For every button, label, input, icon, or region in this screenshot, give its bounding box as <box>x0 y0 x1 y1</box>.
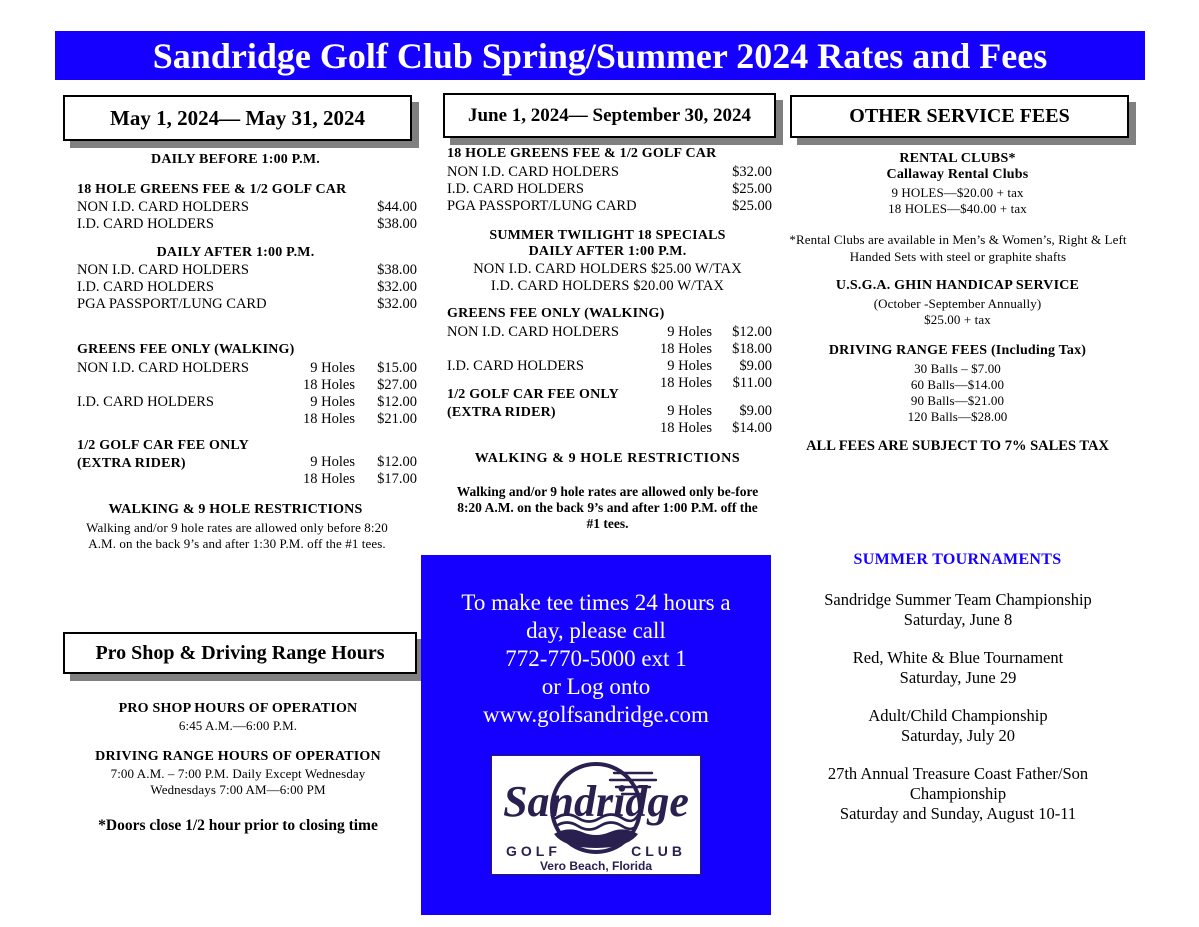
june-twilight-title-1: SUMMER TWILIGHT 18 SPECIALS <box>489 228 726 243</box>
driving-range-fee-row: 90 Balls—$21.00 <box>910 393 1005 408</box>
fee-label: NON I.D. CARD HOLDERS <box>447 324 619 340</box>
fee-label: I.D. CARD HOLDERS <box>447 358 584 374</box>
fee-row <box>77 360 417 377</box>
may-daily-after-title: DAILY AFTER 1:00 P.M. <box>156 245 315 260</box>
may-greens-only-title: GREENS FEE ONLY (WALKING) <box>77 342 295 357</box>
june-twilight-line-2: I.D. CARD HOLDERS $20.00 W/TAX <box>490 278 725 294</box>
tournament-item <box>788 764 1128 824</box>
fee-row <box>77 454 417 471</box>
fee-label: PGA PASSPORT/LUNG CARD <box>447 198 637 214</box>
ghin-title: U.S.G.A. GHIN HANDICAP SERVICE <box>835 278 1080 293</box>
tee-times-panel <box>421 555 771 915</box>
fee-holes: 9 Holes <box>310 394 355 410</box>
fee-label: NON I.D. CARD HOLDERS <box>447 164 619 180</box>
fee-price: $21.00 <box>377 411 417 427</box>
tournament-name: Sandridge Summer Team Championship <box>824 590 1092 609</box>
fee-row <box>447 164 772 181</box>
fee-price: $12.00 <box>377 454 417 470</box>
tee-times-line-2: day, please call <box>526 618 666 643</box>
fee-holes: 18 Holes <box>303 411 355 427</box>
fee-row <box>447 198 772 215</box>
may-greens-rows <box>77 360 417 428</box>
june-greens-rows <box>447 324 772 392</box>
fee-row <box>447 181 772 198</box>
fee-price: $15.00 <box>377 360 417 376</box>
ghin-price: $25.00 + tax <box>924 312 991 327</box>
fee-row <box>447 358 772 375</box>
fee-row <box>77 296 417 313</box>
svg-text:Vero Beach, Florida: Vero Beach, Florida <box>539 859 653 873</box>
fee-row <box>77 262 417 279</box>
fee-row <box>447 420 772 437</box>
svg-text:CLUB: CLUB <box>631 843 686 859</box>
tee-times-line-1: To make tee times 24 hours a <box>461 590 731 615</box>
sandridge-logo <box>491 755 701 875</box>
fee-price: $44.00 <box>377 199 417 215</box>
fee-price: $12.00 <box>377 394 417 410</box>
fee-price: $18.00 <box>732 341 772 357</box>
fee-holes: 18 Holes <box>660 375 712 391</box>
tee-times-line-4: or Log onto <box>541 674 651 699</box>
rental-clubs-18-holes: 18 HOLES—$40.00 + tax <box>888 201 1027 216</box>
driving-range-fee-row: 60 Balls—$14.00 <box>910 377 1005 392</box>
june-twilight-title-2: DAILY AFTER 1:00 P.M. <box>528 244 687 259</box>
doors-close-note: *Doors close 1/2 hour prior to closing time <box>98 817 378 834</box>
june-18hole-rows <box>447 164 772 215</box>
fee-holes: 9 Holes <box>310 454 355 470</box>
fee-price: $32.00 <box>732 164 772 180</box>
page-title-banner <box>55 31 1145 80</box>
driving-range-hours-line-1: 7:00 A.M. – 7:00 P.M. Daily Except Wednesday <box>110 766 366 781</box>
june-greens-only-title: GREENS FEE ONLY (WALKING) <box>447 306 665 321</box>
may-after-rows <box>77 262 417 313</box>
may-restrictions-title: WALKING & 9 HOLE RESTRICTIONS <box>108 502 363 517</box>
fee-holes: 9 Holes <box>310 360 355 376</box>
tournament-item <box>788 590 1128 630</box>
fee-row <box>77 377 417 394</box>
fee-holes: 9 Holes <box>667 358 712 374</box>
page-title: Sandridge Golf Club Spring/Summer 2024 Rates and Fees <box>152 35 1048 76</box>
tee-times-text <box>421 589 771 729</box>
june-restrictions-body: Walking and/or 9 hole rates are allowed only be-fore 8:20 A.M. on the back 9’s and after 1:00 P.M. off the #1 tees. <box>456 484 759 531</box>
june-restrictions-title: WALKING & 9 HOLE RESTRICTIONS <box>474 451 741 466</box>
svg-text:Sandridge: Sandridge <box>503 777 689 826</box>
rental-clubs-title: RENTAL CLUBS* <box>899 151 1016 166</box>
may-restrictions-body: Walking and/or 9 hole rates are allowed only before 8:20 A.M. on the back 9’s and after 1:30 P.M. off the #1 tees. <box>86 520 388 551</box>
may-golfcar-rows <box>77 454 417 488</box>
june-18hole-title: 18 HOLE GREENS FEE & 1/2 GOLF CAR <box>447 146 717 161</box>
fee-holes: 18 Holes <box>660 341 712 357</box>
driving-range-fees-title: DRIVING RANGE FEES (Including Tax) <box>828 343 1087 358</box>
tournament-name: 27th Annual Treasure Coast Father/Son Championship <box>827 764 1089 803</box>
fee-label: I.D. CARD HOLDERS <box>447 181 584 197</box>
fee-price: $38.00 <box>377 262 417 278</box>
fee-price: $38.00 <box>377 216 417 232</box>
tee-times-phone: 772-770-5000 ext 1 <box>505 646 687 671</box>
summer-tournaments-title: SUMMER TOURNAMENTS <box>853 551 1062 568</box>
june-golfcar-title-2: (EXTRA RIDER) <box>447 405 556 420</box>
tournament-date: Saturday, July 20 <box>901 726 1015 745</box>
other-service-fees-header-box <box>790 95 1129 138</box>
fee-label: I.D. CARD HOLDERS <box>77 279 214 295</box>
may-golfcar-title-2: (EXTRA RIDER) <box>77 456 186 471</box>
tournament-item <box>788 706 1128 746</box>
fee-price: $17.00 <box>377 471 417 487</box>
svg-text:GOLF: GOLF <box>506 843 561 859</box>
other-service-fees-header-label: OTHER SERVICE FEES <box>849 105 1070 127</box>
fee-label: I.D. CARD HOLDERS <box>77 394 214 410</box>
fee-price: $32.00 <box>377 296 417 312</box>
fee-price: $9.00 <box>739 403 772 419</box>
rental-clubs-subtitle: Callaway Rental Clubs <box>886 167 1029 182</box>
may-period-header-box <box>63 95 412 141</box>
fee-label: NON I.D. CARD HOLDERS <box>77 199 249 215</box>
may-18hole-title: 18 HOLE GREENS FEE & 1/2 GOLF CAR <box>77 182 347 197</box>
fee-price: $11.00 <box>732 375 772 391</box>
fee-label: NON I.D. CARD HOLDERS <box>77 262 249 278</box>
may-golfcar-title-1: 1/2 GOLF CAR FEE ONLY <box>77 438 249 453</box>
fee-holes: 18 Holes <box>660 420 712 436</box>
fee-row <box>447 324 772 341</box>
fee-label: NON I.D. CARD HOLDERS <box>77 360 249 376</box>
pro-shop-hours-title: PRO SHOP HOURS OF OPERATION <box>118 701 358 716</box>
june-golfcar-title-1: 1/2 GOLF CAR FEE ONLY <box>447 387 619 402</box>
pro-shop-hours-header-box <box>63 632 417 674</box>
fee-holes: 18 Holes <box>303 377 355 393</box>
fee-price: $9.00 <box>739 358 772 374</box>
fee-row <box>77 471 417 488</box>
fee-row <box>447 403 772 420</box>
fee-price: $25.00 <box>732 181 772 197</box>
driving-range-fee-row: 30 Balls – $7.00 <box>914 361 1001 376</box>
june-period-header-box <box>443 93 776 138</box>
fee-holes: 18 Holes <box>303 471 355 487</box>
may-18hole-rows <box>77 199 417 233</box>
tournament-name: Adult/Child Championship <box>868 706 1048 725</box>
tournament-date: Saturday, June 29 <box>899 668 1017 687</box>
fee-holes: 9 Holes <box>667 403 712 419</box>
fee-price: $27.00 <box>377 377 417 393</box>
may-daily-before-title: DAILY BEFORE 1:00 P.M. <box>151 152 320 167</box>
june-period-header-label: June 1, 2024— September 30, 2024 <box>467 104 752 126</box>
june-twilight-line-1: NON I.D. CARD HOLDERS $25.00 W/TAX <box>473 261 742 277</box>
tournament-date: Saturday and Sunday, August 10-11 <box>839 804 1077 823</box>
driving-range-hours-title: DRIVING RANGE HOURS OF OPERATION <box>95 749 381 764</box>
driving-range-fee-row: 120 Balls—$28.00 <box>907 409 1008 424</box>
fee-price: $14.00 <box>732 420 772 436</box>
sales-tax-note: ALL FEES ARE SUBJECT TO 7% SALES TAX <box>806 438 1109 454</box>
driving-range-hours-line-2: Wednesdays 7:00 AM—6:00 PM <box>150 782 326 797</box>
fee-label: I.D. CARD HOLDERS <box>77 216 214 232</box>
may-period-header-label: May 1, 2024— May 31, 2024 <box>110 105 365 130</box>
fee-price: $32.00 <box>377 279 417 295</box>
fee-row <box>77 411 417 428</box>
fee-holes: 9 Holes <box>667 324 712 340</box>
fee-row <box>77 199 417 216</box>
rental-clubs-note: *Rental Clubs are available in Men’s & Women’s, Right & Left Handed Sets with steel or graphite shafts <box>789 232 1127 264</box>
sandridge-logo-graphic <box>492 756 700 874</box>
fee-row <box>77 279 417 296</box>
ghin-subtitle: (October -September Annually) <box>873 296 1042 311</box>
fee-row <box>77 394 417 411</box>
tournament-item <box>788 648 1128 688</box>
fee-label: PGA PASSPORT/LUNG CARD <box>77 296 267 312</box>
pro-shop-hours-value: 6:45 A.M.—6:00 P.M. <box>178 718 298 733</box>
fee-row <box>77 216 417 233</box>
fee-row <box>447 341 772 358</box>
rental-clubs-9-holes: 9 HOLES—$20.00 + tax <box>891 185 1024 200</box>
tee-times-website[interactable]: www.golfsandridge.com <box>483 702 709 727</box>
tournament-name: Red, White & Blue Tournament <box>852 648 1064 667</box>
pro-shop-hours-header-label: Pro Shop & Driving Range Hours <box>95 641 385 664</box>
fee-price: $12.00 <box>732 324 772 340</box>
fee-price: $25.00 <box>732 198 772 214</box>
tournament-date: Saturday, June 8 <box>903 610 1013 629</box>
june-golfcar-rows <box>447 403 772 437</box>
